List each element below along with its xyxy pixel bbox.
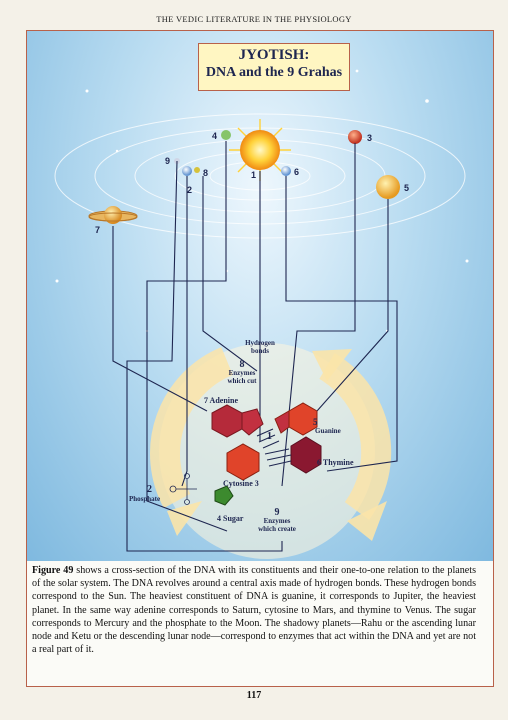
rahu-planet: [194, 167, 200, 173]
mars-planet: [348, 130, 362, 144]
planet-number-4: 4: [212, 131, 218, 141]
venus-planet: [281, 166, 291, 176]
phosphate-number: 2: [147, 484, 152, 495]
figure-caption: [32, 564, 476, 656]
planet-number-7: 7: [95, 225, 101, 235]
sugar-label: 4 Sugar: [217, 514, 244, 523]
center-number: 1: [267, 431, 272, 442]
figure-title-line1: JYOTISH:: [238, 47, 310, 63]
figure-label: Figure 49: [32, 565, 74, 576]
hydrogen-bonds-label-1: Hydrogen: [245, 339, 275, 347]
enzymes-cut-number: 8: [239, 359, 245, 370]
star-sparkles: [56, 70, 469, 333]
enzymes-create-label-1: Enzymes: [263, 517, 291, 525]
guanine-number: 5: [313, 417, 318, 427]
guanine-label: Guanine: [315, 427, 341, 435]
planet-number-5: 5: [404, 183, 410, 193]
page-number: 117: [246, 690, 262, 701]
adenine-label: 7 Adenine: [204, 396, 239, 405]
figure-title-box: [198, 43, 350, 91]
caption-text: shows a cross-section of the DNA with its constituents and their one-to-one relation to the planets of the solar system. The DNA revolves around a central axis made of hydrogen bonds. These hydrogen bonds correspond to the Sun. The heaviest constituent of DNA is guanine, it corresponds to Jupiter, the heaviest planet. In the same way adenine corresponds to Saturn, cytosine to Mars, and thymine to Venus. The sugar corresponds to Mercury and the phosphate to the Moon. The shadowy planets—Rahu or the ascending lunar node and Ketu or the descending lunar node—correspond to enzymes that act within the DNA and yet are not a real part of it.: [32, 565, 476, 656]
enzymes-create-number: 9: [274, 507, 280, 518]
planet-number-6: 6: [294, 167, 300, 177]
cytosine-label: Cytosine 3: [223, 479, 259, 488]
running-head: THE VEDIC LITERATURE IN THE PHYSIOLOGY: [156, 14, 352, 24]
hydrogen-bonds-label-2: bonds: [251, 347, 269, 355]
planet-number-8: 8: [203, 168, 209, 178]
enzymes-cut-label-2: which cut: [227, 377, 257, 385]
phosphate-label: Phosphate: [129, 495, 161, 503]
mercury-planet: [221, 130, 231, 140]
planet-number-3: 3: [367, 133, 373, 143]
figure-title-line2: DNA and the 9 Grahas: [205, 65, 343, 80]
planet-number-9: 9: [165, 156, 171, 166]
jupiter-planet: [376, 175, 400, 199]
moon-planet: [182, 166, 192, 176]
enzymes-create-label-2: which create: [258, 525, 296, 533]
figure-illustration: [27, 31, 493, 561]
planet-number-2: 2: [187, 185, 193, 195]
planet-number-1: 1: [251, 170, 257, 180]
enzymes-cut-label-1: Enzymes: [228, 369, 256, 377]
thymine-label: 6 Thymine: [317, 458, 354, 467]
saturn-planet: [89, 206, 137, 224]
